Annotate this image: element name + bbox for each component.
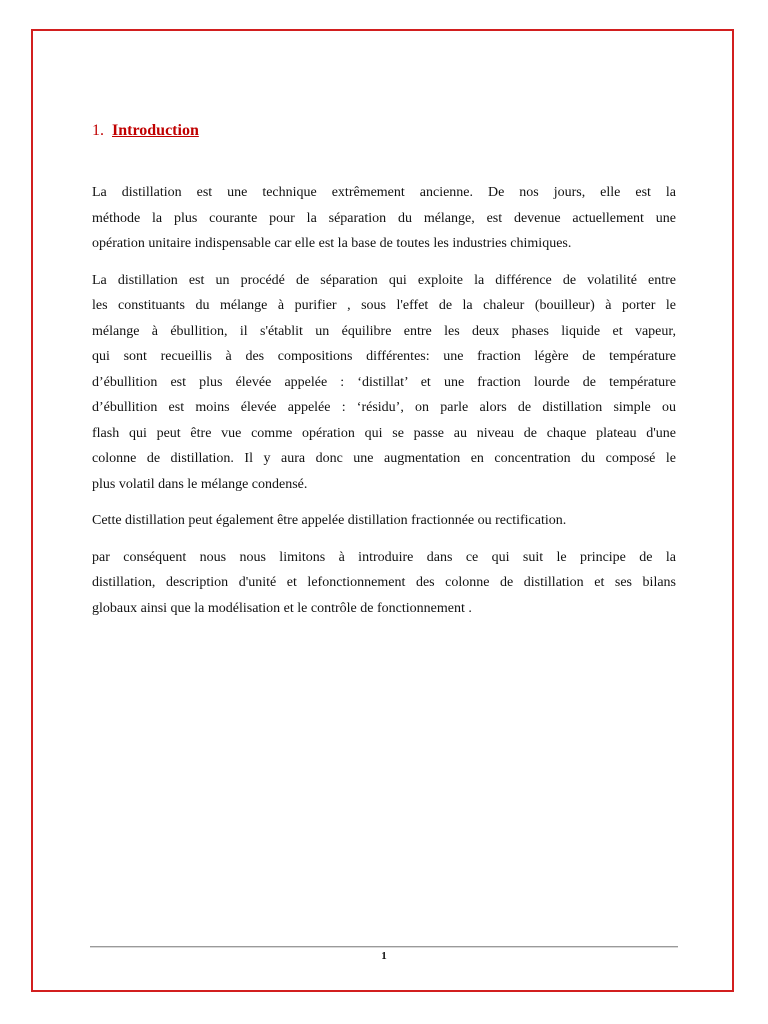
page-number: 1	[381, 950, 387, 962]
text-line: par conséquent nous nous limitons à introduire dans ce qui suit le principe de la	[92, 549, 676, 565]
paragraph-4	[92, 545, 676, 622]
text-line: plus volatil dans le mélange condensé.	[92, 476, 308, 492]
text-line: mélange à ébullition, il s'établit un équilibre entre les deux phases liquide et vapeur,	[92, 323, 676, 339]
text-line: La distillation est un procédé de séparation qui exploite la différence de volatilité entre	[92, 272, 676, 288]
section-number: 1.	[92, 122, 104, 139]
paragraph-1	[92, 180, 676, 257]
paragraph-3	[92, 508, 676, 534]
body-text	[92, 180, 676, 632]
section-heading	[92, 122, 199, 140]
text-line: d’ébullition est plus élevée appelée : ‘distillat’ et une fraction lourde de température	[92, 374, 676, 390]
text-line: méthode la plus courante pour la séparation du mélange, est devenue actuellement une	[92, 210, 676, 226]
paragraph-2	[92, 268, 676, 498]
text-line: d’ébullition est moins élevée appelée : ‘résidu’, on parle alors de distillation simple ou	[92, 400, 676, 415]
text-line: colonne de distillation. Il y aura donc une augmentation en concentration du composé le	[92, 451, 676, 466]
text-line: qui sont recueillis à des compositions différentes: une fraction légère de température	[92, 349, 676, 364]
section-title: Introduction	[112, 122, 199, 139]
text-line: distillation, description d'unité et lefonctionnement des colonne de distillation et ses bilans	[92, 575, 676, 590]
text-line: opération unitaire indispensable car elle est la base de toutes les industries chimiques.	[92, 236, 572, 251]
text-line: globaux ainsi que la modélisation et le contrôle de fonctionnement .	[92, 600, 472, 616]
text-line: flash qui peut être vue comme opération qui se passe au niveau de chaque plateau d'une	[92, 425, 676, 441]
text-line: les constituants du mélange à purifier , sous l'effet de la chaleur (bouilleur) à porter le	[92, 298, 676, 313]
text-line: Cette distillation peut également être appelée distillation fractionnée ou rectification.	[92, 513, 567, 528]
footer-divider	[90, 946, 678, 947]
text-line: La distillation est une technique extrêmement ancienne. De nos jours, elle est la	[92, 185, 676, 200]
